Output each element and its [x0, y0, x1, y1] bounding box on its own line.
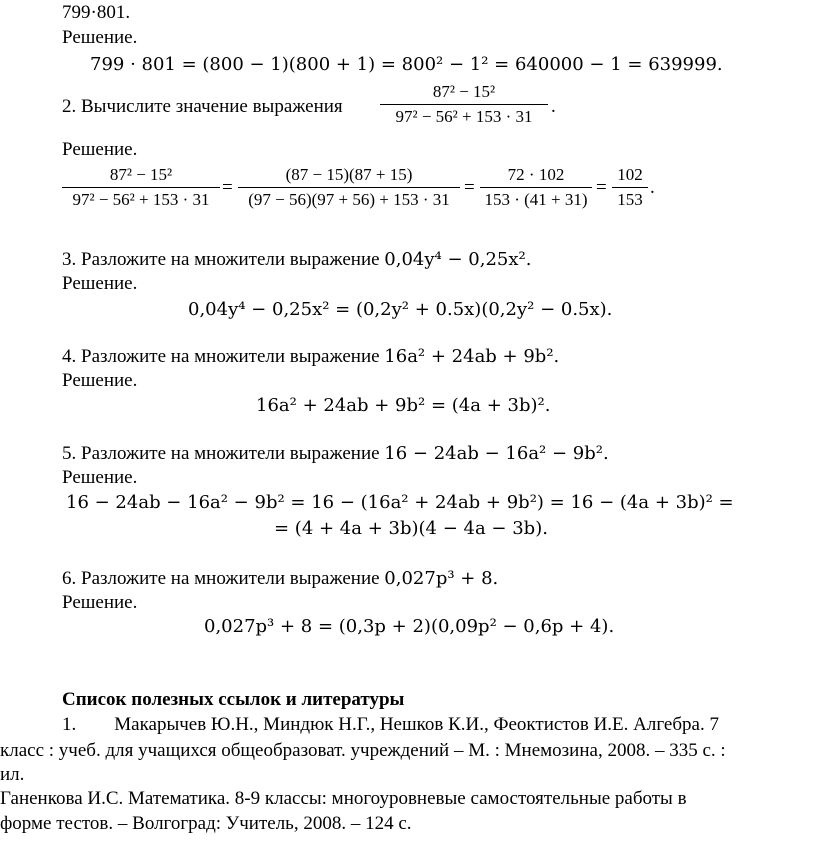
reference-1-line-1: 1. Макарычев Ю.Н., Миндюк Н.Г., Нешков К.И., Феоктистов И.Е. Алгебра. 7	[62, 714, 719, 735]
problem6-solution-label: Решение.	[62, 592, 138, 613]
problem5-solution-line1: 16 − 24ab − 16a² − 9b² = 16 − (16a² + 24ab + 9b²) = 16 − (4a + 3b)² =	[66, 492, 734, 513]
solution-fraction-3	[480, 165, 592, 210]
solution-fraction-4	[612, 165, 648, 210]
problem6-task-text: 6. Разложите на множители выражение	[62, 568, 380, 589]
equals-sign: =	[464, 177, 475, 198]
fraction-denominator: 97² − 56² + 153 · 31	[72, 190, 210, 209]
problem6-task-expr: 0,027p³ + 8.	[384, 568, 499, 589]
fraction-denominator: 153 · (41 + 31)	[484, 190, 588, 209]
problem4-solution: 16a² + 24ab + 9b² = (4a + 3b)².	[256, 395, 551, 416]
solution-fraction-2	[238, 165, 460, 210]
reference-1-line-3: ил.	[0, 764, 25, 785]
problem2-expression-fraction	[380, 82, 548, 127]
problem4-task-expr: 16a² + 24ab + 9b².	[384, 346, 560, 367]
fraction-numerator: 87² − 15²	[109, 165, 173, 184]
equals-sign: =	[222, 177, 233, 198]
problem6-task	[62, 568, 498, 590]
problem4-task	[62, 346, 559, 368]
problem3-task-text: 3. Разложите на множители выражение	[62, 249, 380, 270]
reference-2-line-1: Ганенкова И.С. Математика. 8-9 классы: многоуровневые самостоятельные работы в	[0, 788, 687, 809]
problem2-task: 2. Вычислите значение выражения	[62, 96, 343, 117]
problem1-solution-label: Решение.	[62, 27, 138, 48]
problem1-task-tail: 799·801.	[62, 2, 131, 23]
problem5-solution-line2: = (4 + 4a + 3b)(4 − 4a − 3b).	[274, 518, 548, 539]
reference-1-line-2: класс : учеб. для учащихся общеобразоват. учреждений – М. : Мнемозина, 2008. – 335 с. :	[0, 740, 726, 761]
fraction-numerator: 87² − 15²	[432, 82, 496, 101]
problem5-solution-label: Решение.	[62, 467, 138, 488]
problem3-task-expr: 0,04y⁴ − 0,25x².	[384, 249, 532, 270]
problem5-task-expr: 16 − 24ab − 16a² − 9b².	[384, 443, 609, 464]
fraction-numerator: (87 − 15)(87 + 15)	[285, 165, 413, 184]
problem6-solution: 0,027p³ + 8 = (0,3p + 2)(0,09p² − 0,6p + 4).	[204, 616, 615, 637]
equals-sign: =	[596, 177, 607, 198]
problem3-task	[62, 249, 531, 271]
solution-fraction-1	[62, 165, 220, 210]
problem2-solution-label: Решение.	[62, 139, 138, 160]
problem1-solution: 799 · 801 = (800 − 1)(800 + 1) = 800² − 1² = 640000 − 1 = 639999.	[90, 54, 723, 75]
problem4-task-text: 4. Разложите на множители выражение	[62, 346, 380, 367]
fraction-denominator: (97 − 56)(97 + 56) + 153 · 31	[248, 190, 450, 209]
problem2-task-dot: .	[551, 96, 556, 117]
fraction-denominator: 97² − 56² + 153 · 31	[395, 107, 533, 126]
fraction-numerator: 72 · 102	[507, 165, 565, 184]
references-heading: Список полезных ссылок и литературы	[62, 689, 405, 710]
problem4-solution-label: Решение.	[62, 370, 138, 391]
solution-dot: .	[650, 177, 655, 198]
problem5-task	[62, 443, 609, 465]
fraction-denominator: 153	[617, 190, 643, 209]
problem3-solution-label: Решение.	[62, 273, 138, 294]
reference-2-line-2: форме тестов. – Волгоград: Учитель, 2008. – 124 с.	[0, 813, 412, 834]
problem5-task-text: 5. Разложите на множители выражение	[62, 443, 380, 464]
problem3-solution: 0,04y⁴ − 0,25x² = (0,2y² + 0.5x)(0,2y² − 0.5x).	[188, 299, 613, 320]
fraction-numerator: 102	[617, 165, 643, 184]
